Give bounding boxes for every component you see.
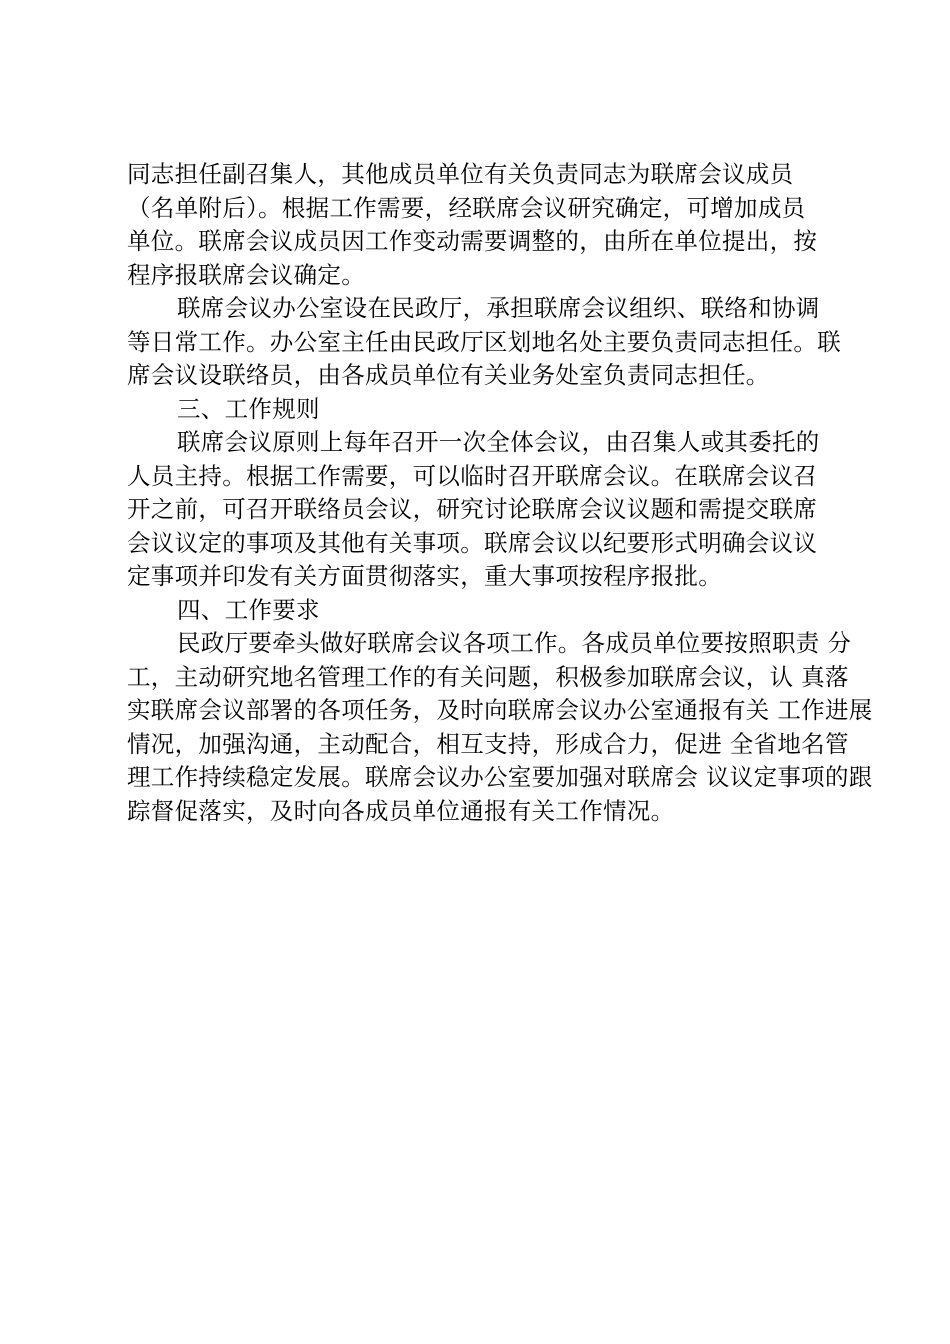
- text-line: 情况，加强沟通，主动配合，相互支持，形成合力，促进 全省地名管: [127, 729, 849, 758]
- text-line: 开之前，可召开联络员会议，研究讨论联席会议议题和需提交联席: [127, 495, 818, 523]
- text-line: 人员主持。根据工作需要，可以临时召开联席会议。在联席会议召: [127, 461, 818, 490]
- text-line: 理工作持续稳定发展。联席会议办公室要加强对联席会 议议定事项的跟: [127, 763, 873, 791]
- text-line: （名单附后）。根据工作需要，经联席会议研究确定，可增加成员: [127, 193, 806, 222]
- text-line: 踪督促落实，及时向各成员单位通报有关工作情况。: [127, 796, 675, 825]
- section-heading: 三、工作规则: [177, 394, 320, 423]
- text-line: 定事项并印发有关方面贯彻落实，重大事项按程序报批。: [127, 562, 722, 590]
- text-line: 会议议定的事项及其他有关事项。联席会议以纪要形式明确会议议: [127, 528, 818, 557]
- paragraph-office: [127, 292, 867, 393]
- section-heading: 四、工作要求: [177, 595, 320, 624]
- section-heading-requirements: [127, 594, 867, 628]
- paragraph-members: [127, 158, 867, 292]
- paragraph-rules: [127, 426, 867, 594]
- text-line: 席会议设联络员，由各成员单位有关业务处室负责同志担任。: [127, 361, 770, 389]
- text-line: 程序报联席会议确定。: [127, 260, 365, 289]
- document-body: [127, 158, 873, 828]
- text-line: 实联席会议部署的各项任务，及时向联席会议办公室通报有关 工作进展: [127, 696, 873, 724]
- text-line: 联席会议原则上每年召开一次全体会议，由召集人或其委托的: [177, 428, 820, 456]
- text-line: 民政厅要牵头做好联席会议各项工作。各成员单位要按照职责 分: [177, 629, 852, 657]
- text-line: 等日常工作。办公室主任由民政厅区划地名处主要负责同志担任。联: [127, 327, 841, 356]
- text-line: 联席会议办公室设在民政厅，承担联席会议组织、联络和协调: [177, 294, 820, 322]
- paragraph-requirements: [127, 627, 873, 828]
- section-heading-rules: [127, 393, 867, 427]
- text-line: 工，主动研究地名管理工作的有关问题，积极参加联席会议，认 真落: [127, 662, 849, 691]
- text-line: 单位。联席会议成员因工作变动需要调整的，由所在单位提出，按: [127, 227, 818, 255]
- text-line: 同志担任副召集人，其他成员单位有关负责同志为联席会议成员: [127, 160, 794, 188]
